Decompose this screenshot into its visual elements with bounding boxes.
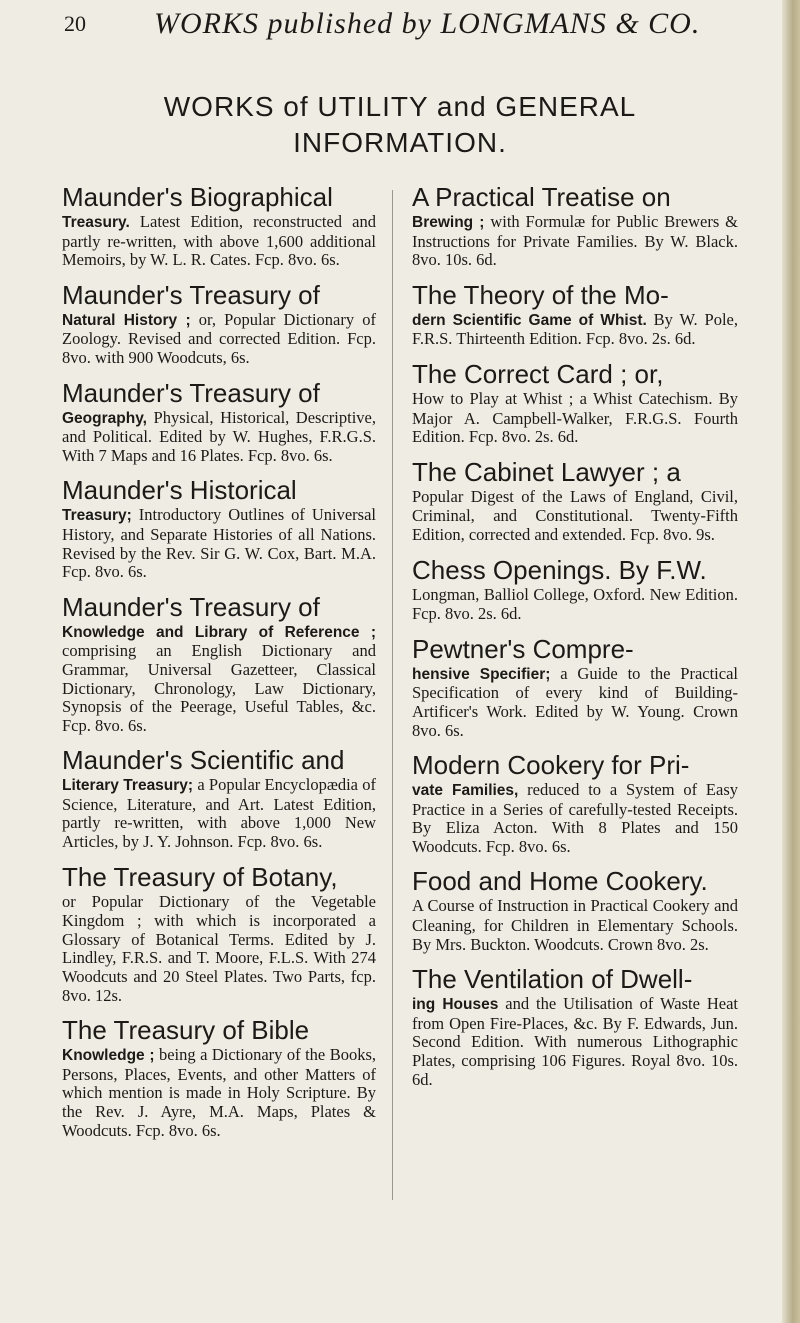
catalogue-entry [412,457,738,545]
entry-title: Maunder's Treasury of [62,591,320,622]
entry-title: The Treasury of Bible [62,1015,310,1046]
page-edge [782,0,800,1323]
running-head-title: WORKS published by LONGMANS & CO. [154,7,701,40]
entry-text: a Popular Encyclopædia of Science, Literature, and Art. Latest Edition, partly re-written, with above 1,000 New Articles, by J. Y. Johnson. Fcp. 8vo. 6s. [62,775,376,852]
entry-title: A Practical Treatise on [412,182,671,212]
entry-title: The Ventilation of Dwell- [412,964,693,995]
catalogue-entry [62,280,376,368]
entry-lead: Knowledge and Library of Reference ; [62,623,376,641]
entry-description [412,311,738,349]
entry-lead: Treasury; [62,507,132,525]
entry-title: Modern Cookery for Pri- [412,750,690,781]
entry-text: or Popular Dictionary of the Vegetable Kingdom ; with which is incorporated a Glossary of Botanical Terms. Edited by J. Lindley, F.R.S. and T. Moore, F.L.S. With 274 Woodcuts and 20 Steel Plates. Two Parts, fcp. 8vo. 12s. [62,891,376,1005]
entry-title: The Cabinet Lawyer ; a [412,456,681,487]
entry-text: reduced to a System of Easy Practice in a Series of carefully-tested Receipts. By Eliza Acton. With 8 Plates and 150 Woodcuts. Fcp. 8vo. 6s. [412,780,739,856]
entry-description [412,586,738,624]
catalogue-entry [412,555,738,624]
entry-title: The Correct Card ; or, [412,358,664,389]
entry-description [412,488,738,545]
entry-description [62,213,376,270]
entry-text: and the Utilisation of Waste Heat from Open Fire-Places, &c. By F. Edwards, Jun. Second Edition. With numerous Lithographic Plates, comprising 106 Figures. Royal 8vo. 10s. 6d. [412,994,738,1089]
entry-title: Maunder's Treasury of [62,279,320,310]
catalogue-entry [412,866,738,954]
entry-description [412,995,738,1089]
entry-lead: dern Scientific Game of Whist. [412,311,647,329]
entry-text: Introductory Outlines of Universal History, and Separate Histories of all Nations. Revised by the Rev. Sir G. W. Cox, Bart. M.A. Fcp. 8vo. 6s. [62,505,376,582]
entry-lead: Geography, [62,409,147,427]
entry-lead: Knowledge ; [62,1047,155,1065]
entry-lead: ing Houses [412,996,499,1014]
entry-title: Maunder's Biographical [62,182,333,212]
catalogue-entry [412,964,738,1089]
section-heading-line-2: INFORMATION. [293,127,507,158]
entry-description [62,893,376,1006]
catalogue-entry [62,862,376,1006]
entry-text: Popular Digest of the Laws of England, Civil, Criminal, and Constitutional. Twenty-Fifth Edition, corrected and extended. Fcp. 8vo. 9s. [412,486,738,544]
entry-description [62,311,376,368]
catalogue-entry [62,592,376,736]
entry-text: being a Dictionary of the Books, Persons, Places, Events, and other Matters of which mention is made in Holy Scripture. By the Rev. J. Ayre, M.A. Maps, Plates & Woodcuts. Fcp. 8vo. 6s. [62,1045,377,1140]
entry-lead: Literary Treasury; [62,777,194,795]
entry-description [62,409,376,466]
catalogue-entry [412,280,738,349]
entry-title: Maunder's Treasury of [62,377,320,408]
entry-description [62,506,376,581]
entry-text: How to Play at Whist ; a Whist Catechism. By Major A. Campbell-Walker, F.R.G.S. Fourth Edition. Fcp. 8vo. 2s. 6d. [412,388,738,447]
catalogue-entry [412,359,738,447]
entry-description [412,213,738,270]
entry-title: Maunder's Historical [62,475,297,506]
right-column [412,182,738,1099]
entry-lead: Treasury. [62,214,130,231]
entry-lead: Brewing ; [412,214,485,231]
entry-text: A Course of Instruction in Practical Cookery and Cleaning, for Children in Elementary Schools. By Mrs. Buckton. Woodcuts. Crown 8vo. 2s. [412,896,738,954]
catalogue-entry [412,182,738,270]
catalogue-entry [62,745,376,851]
entry-description [412,390,738,447]
section-heading-line-1: WORKS of UTILITY and GENERAL [163,91,637,122]
entry-text: Latest Edition, reconstructed and partly re-written, with above 1,600 additional Memoirs, by W. L. R. Cates. Fcp. 8vo. 6s. [62,212,376,270]
entry-description [412,665,738,740]
entry-text: Longman, Balliol College, Oxford. New Edition. Fcp. 8vo. 2s. 6d. [412,584,738,624]
entry-title: The Treasury of Botany, [62,861,338,892]
entry-description [62,776,376,851]
entry-description [412,897,738,954]
entry-text: a Guide to the Practical Specification of every kind of Building-Artificer's Work. Edited by W. Young. Crown 8vo. 6s. [412,663,738,740]
page-number: 20 [64,11,86,36]
entry-title: Maunder's Scientific and [62,745,345,776]
entry-text: By W. Pole, F.R.S. Thirteenth Edition. Fcp. 8vo. 2s. 6d. [412,309,738,349]
entry-title: Food and Home Cookery. [412,866,708,897]
entry-lead: Natural History ; [62,311,191,329]
entry-description [412,781,738,856]
entry-text: or, Popular Dictionary of Zoology. Revised and corrected Edition. Fcp. 8vo. with 900 Woodcuts, 6s. [62,309,376,367]
catalogue-entry [62,182,376,270]
entry-text: with Formulæ for Public Brewers & Instructions for Private Families. By W. Black. 8vo. 10s. 6d. [412,212,738,270]
entry-description [62,623,376,736]
catalogue-entry [62,378,376,466]
catalogue-entry [62,1015,376,1140]
left-column [62,182,376,1150]
entry-text: comprising an English Dictionary and Grammar, Universal Gazetteer, Classical Dictionary, Chronology, Law Dictionary, Synopsis of the Peerage, Useful Tables, &c. Fcp. 8vo. 6s. [62,641,376,735]
entry-lead: vate Families, [412,782,519,800]
entry-lead: hensive Specifier; [412,665,551,683]
entry-title: Pewtner's Compre- [412,633,634,664]
column-divider [392,190,393,1200]
entry-title: Chess Openings. By F.W. [412,554,707,585]
entry-title: The Theory of the Mo- [412,279,669,310]
catalogue-entry [62,475,376,581]
entry-text: Physical, Historical, Descriptive, and Political. Edited by W. Hughes, F.R.G.S. With 7 Maps and 16 Plates. Fcp. 8vo. 6s. [62,407,376,465]
catalogue-entry [412,634,738,740]
entry-description [62,1046,376,1140]
catalogue-entry [412,750,738,856]
